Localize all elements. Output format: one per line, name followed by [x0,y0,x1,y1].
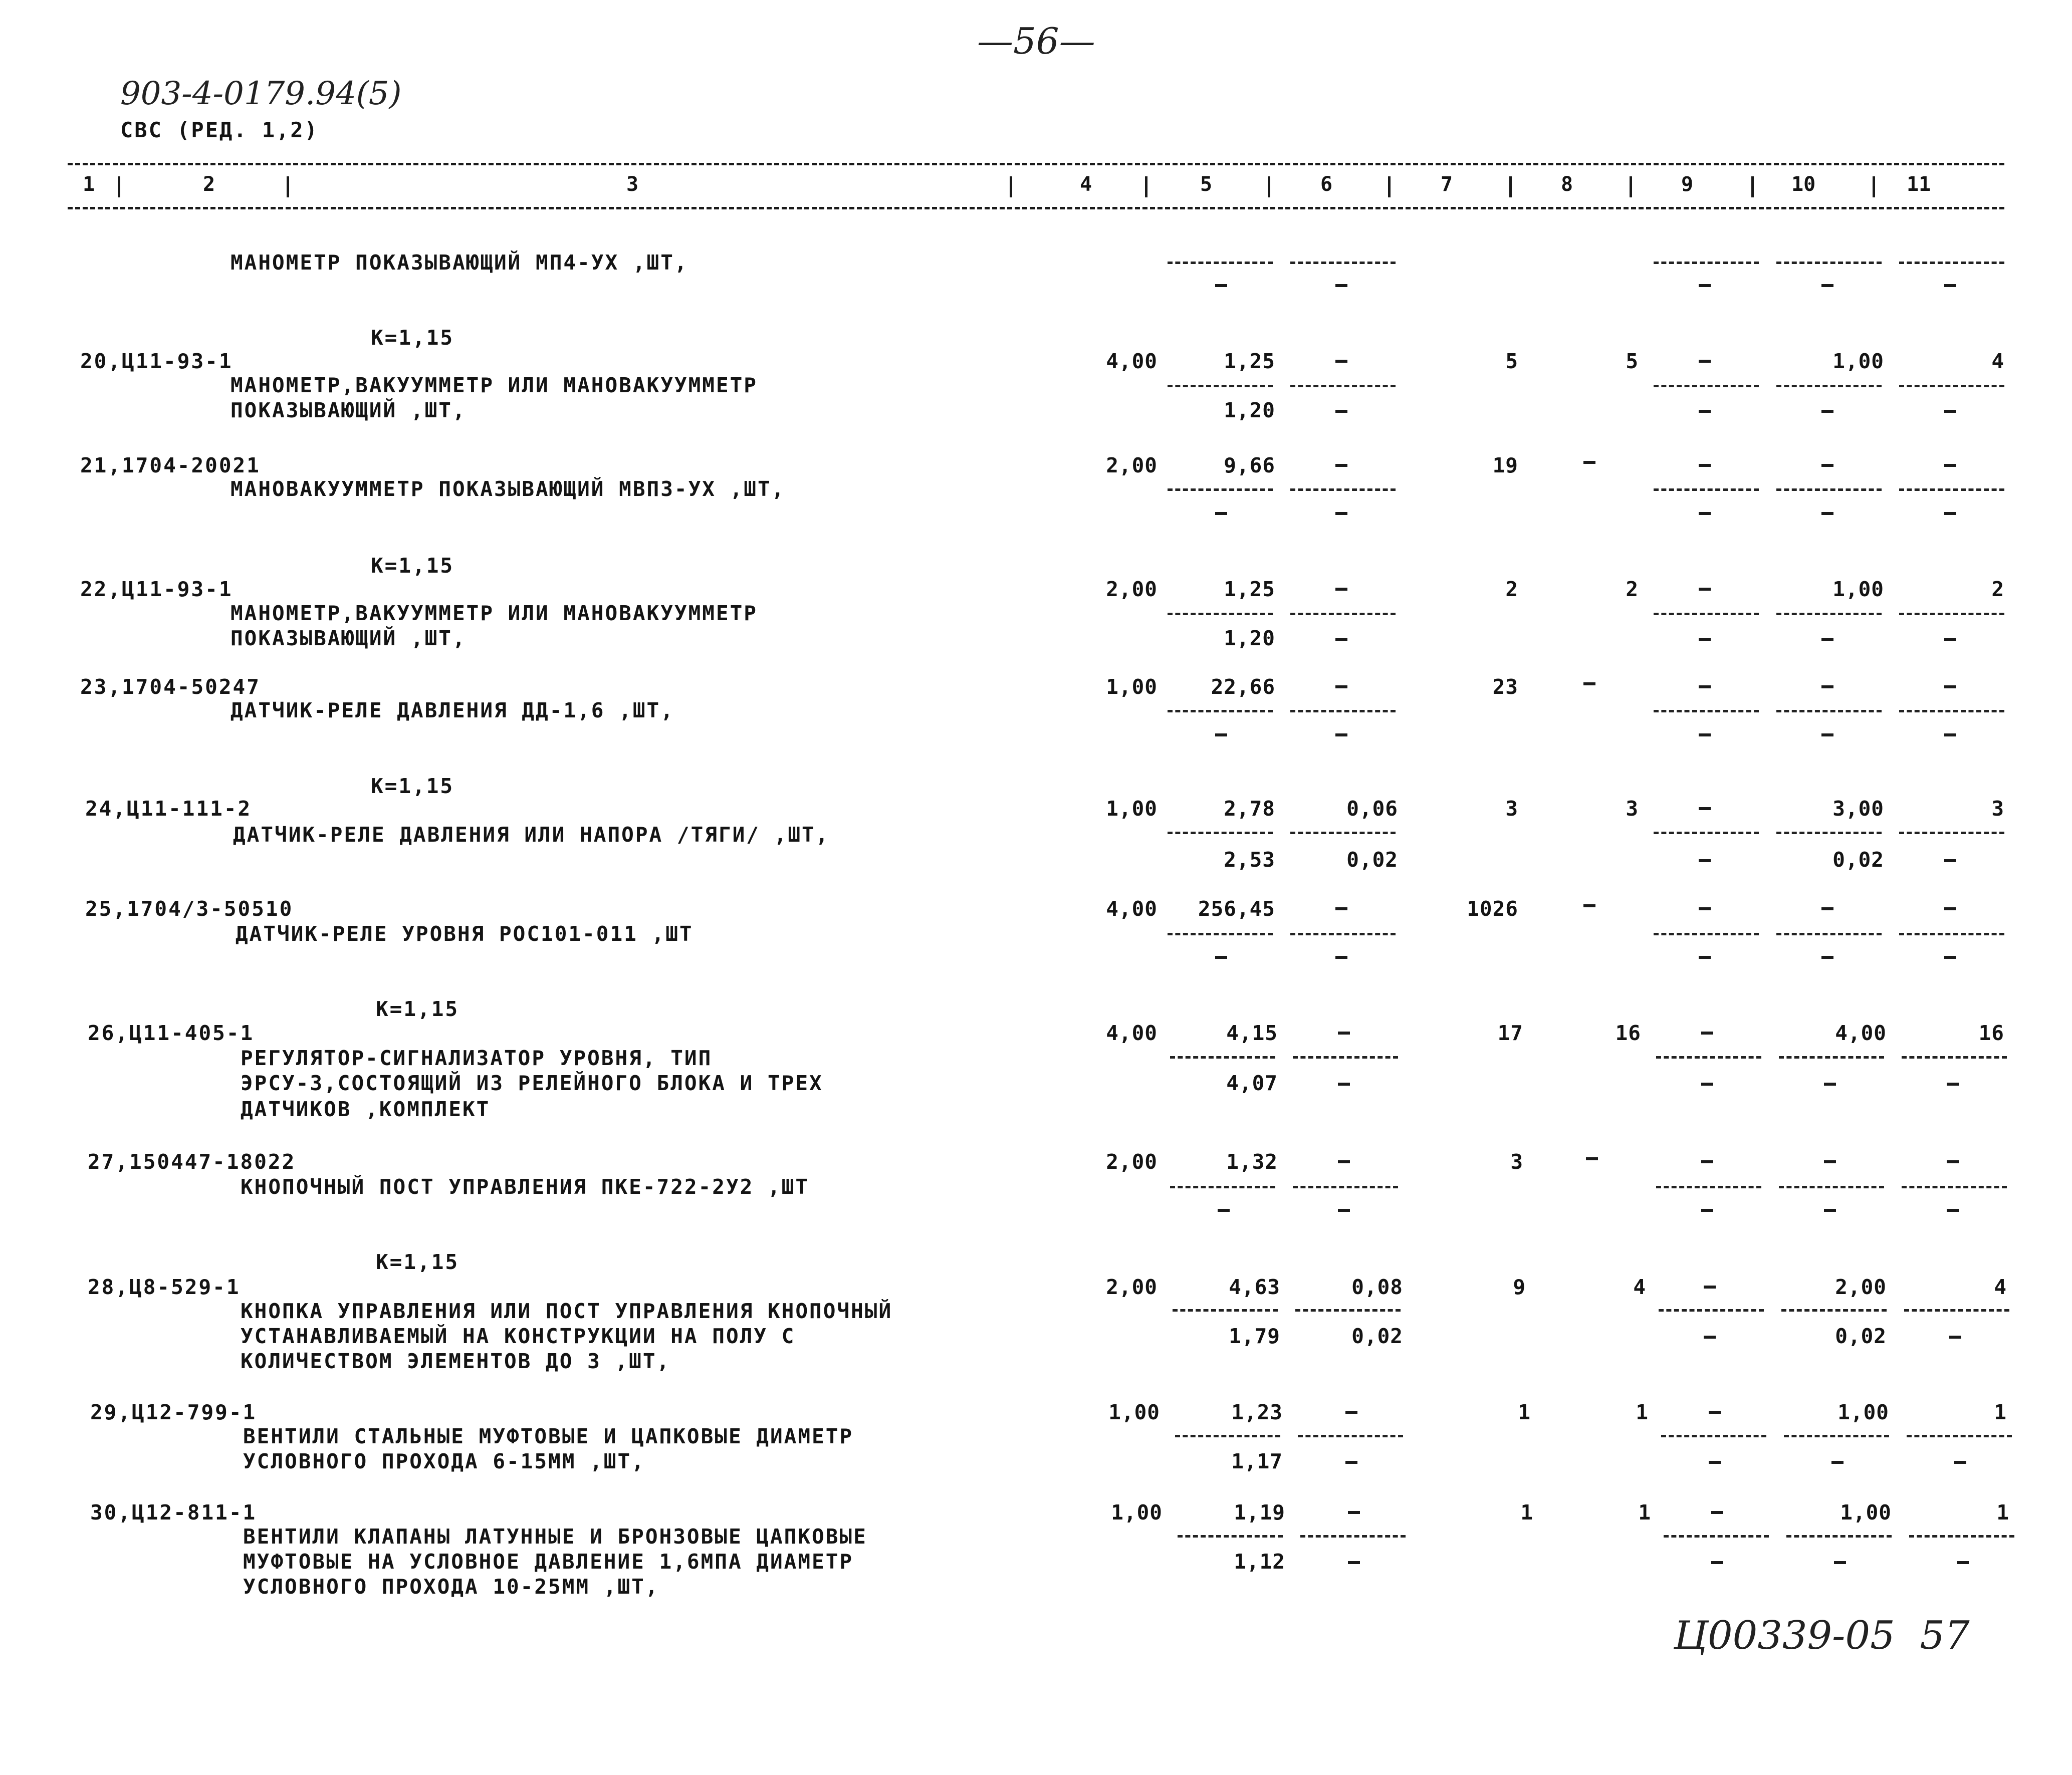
fraction-line [1168,488,1273,491]
dash-mark [1699,284,1711,287]
fraction-line [1776,933,1882,935]
header-separator [1388,176,1391,197]
fraction-line [1300,1535,1406,1538]
row-30-col7: 1 [1520,1500,1533,1525]
header-col-7: 7 [1441,173,1453,196]
fraction-line [1290,262,1396,264]
fraction-line [1168,613,1273,615]
row-30-name-3: УСЛОВНОГО ПРОХОДА 10-25ММ ,ШТ, [243,1575,659,1599]
fraction-line [1776,262,1882,264]
dash-mark [1821,464,1833,467]
row-28-col5-lower: 1,79 [1229,1324,1280,1348]
row-28-col10: 2,00 [1835,1275,1887,1299]
header-separator [1509,176,1512,197]
dash-mark [1834,1561,1846,1564]
header-col-3: 3 [626,173,639,196]
dash-mark [1944,464,1956,467]
dash-mark [1338,1209,1350,1212]
document-code: 903-4-0179.94(5) [120,75,402,112]
dash-mark [1218,1209,1230,1212]
row-29-col7: 1 [1518,1400,1531,1424]
row-25-name-1: ДАТЧИК-РЕЛЕ УРОВНЯ РОС101-011 ,ШТ [236,922,694,946]
dash-mark [1821,512,1833,515]
dash-mark [1821,410,1833,413]
dash-mark [1947,1209,1959,1212]
dash-mark [1335,733,1347,736]
row-29-code: 29,Ц12-799-1 [90,1400,257,1424]
dash-mark [1824,1083,1836,1086]
row-25-code: 25,1704/3-50510 [85,897,294,921]
row-27-col5: 1,32 [1226,1150,1278,1174]
dash-mark [1335,284,1347,287]
dash-mark [1338,1032,1350,1035]
row-27-col7: 3 [1510,1150,1523,1174]
row-24-col4: 1,00 [1106,797,1158,821]
header-col-10: 10 [1791,173,1816,196]
row-26-col8: 16 [1615,1021,1641,1045]
dash-mark [1335,956,1347,959]
row-21-name-1: МАНОВАКУУММЕТР ПОКАЗЫВАЮЩИЙ МВПЗ-УХ ,ШТ, [231,477,786,501]
dash-mark [1821,956,1833,959]
row-22-col10: 1,00 [1832,577,1884,601]
row-28-col6: 0,08 [1351,1275,1403,1299]
row-26-col5: 4,15 [1226,1021,1278,1045]
fraction-line [1170,1056,1275,1059]
dash-mark [1821,638,1833,641]
dash-mark [1335,464,1347,467]
header-separator [118,176,120,197]
fraction-line [1298,1435,1403,1437]
fraction-line [1170,1186,1275,1188]
header-col-9: 9 [1681,173,1694,196]
header-col-2: 2 [203,173,215,196]
row-22-col11: 2 [1991,577,2004,601]
row-29-col10: 1,00 [1837,1400,1889,1424]
dash-mark [1335,588,1347,591]
header-col-4: 4 [1080,173,1092,196]
dash-mark [1699,733,1711,736]
row-24-col10: 3,00 [1832,797,1884,821]
dash-mark [1711,1561,1723,1564]
fraction-line [1168,710,1273,712]
dash-mark [1947,1160,1959,1163]
row-29-col8: 1 [1636,1400,1649,1424]
row-24-col6-lower: 0,02 [1346,848,1398,872]
dash-mark [1699,464,1711,467]
row-22-name-2: ПОКАЗЫВАЮЩИЙ ,ШТ, [231,626,467,650]
fraction-line [1290,832,1396,834]
fraction-line [1659,1309,1764,1312]
row-21-col5: 9,66 [1224,453,1275,477]
row-27-name-1: КНОПОЧНЫЙ ПОСТ УПРАВЛЕНИЯ ПКЕ-722-2У2 ,ШТ [241,1175,810,1199]
fraction-line [1784,1435,1889,1437]
row-28-coef: К=1,15 [376,1250,459,1274]
dash-mark [1335,638,1347,641]
fraction-line [1776,385,1882,387]
fraction-line [1909,1535,2014,1538]
fraction-line [1899,262,2004,264]
row-25-col5: 256,45 [1198,897,1275,921]
dash-mark [1335,907,1347,910]
dash-mark [1335,360,1347,363]
header-col-11: 11 [1907,173,1931,196]
fraction-line [1779,1056,1884,1059]
row-28-code: 28,Ц8-529-1 [88,1275,241,1299]
row-22-col8: 2 [1626,577,1639,601]
fraction-line [1290,385,1396,387]
dash-mark [1583,461,1595,464]
row-29-col4: 1,00 [1108,1400,1160,1424]
fraction-line [1293,1056,1398,1059]
row-27-col4: 2,00 [1106,1150,1158,1174]
header-separator [1751,176,1754,197]
header-col-5: 5 [1200,173,1213,196]
dash-mark [1821,907,1833,910]
header-col-8: 8 [1561,173,1573,196]
dash-mark [1709,1461,1721,1464]
fraction-line [1899,488,2004,491]
fraction-line [1290,710,1396,712]
row-26-name-1: РЕГУЛЯТОР-СИГНАЛИЗАТОР УРОВНЯ, ТИП [241,1046,713,1070]
row-23-col5: 22,66 [1211,675,1275,699]
row-30-name-2: МУФТОВЫЕ НА УСЛОВНОЕ ДАВЛЕНИЕ 1,6МПА ДИАМЕТР [243,1550,854,1574]
row-28-col5: 4,63 [1229,1275,1280,1299]
fraction-line [1654,613,1759,615]
dash-mark [1821,685,1833,688]
row-26-name-2: ЭРСУ-3,СОСТОЯЩИЙ ИЗ РЕЛЕЙНОГО БЛОКА И ТРЕХ [241,1071,823,1095]
row-28-name-1: КНОПКА УПРАВЛЕНИЯ ИЛИ ПОСТ УПРАВЛЕНИЯ КНОПОЧНЫЙ [241,1299,893,1323]
row-20-col10: 1,00 [1832,349,1884,373]
fraction-line [1781,1309,1887,1312]
fraction-line [1175,1435,1280,1437]
fraction-line [1899,832,2004,834]
dash-mark [1583,682,1595,685]
row-19-name: МАНОМЕТР ПОКАЗЫВАЮЩИЙ МП4-УХ ,ШТ, [231,250,688,275]
row-29-col11: 1 [1994,1400,2007,1424]
row-30-code: 30,Ц12-811-1 [90,1500,257,1525]
row-26-col7: 17 [1497,1021,1523,1045]
row-27-code: 27,150447-18022 [88,1150,296,1174]
dash-mark [1701,1209,1713,1212]
row-30-col8: 1 [1638,1500,1651,1525]
row-30-col11: 1 [1996,1500,2009,1525]
dash-mark [1709,1411,1721,1414]
row-28-col4: 2,00 [1106,1275,1158,1299]
row-20-coef: К=1,15 [371,326,454,350]
dash-mark [1701,1160,1713,1163]
dash-mark [1949,1336,1961,1339]
row-28-col11: 4 [1994,1275,2007,1299]
row-26-name-3: ДАТЧИКОВ ,КОМПЛЕКТ [241,1097,491,1121]
fraction-line [1178,1535,1283,1538]
dash-mark [1348,1561,1360,1564]
dash-mark [1944,907,1956,910]
dash-mark [1345,1461,1357,1464]
row-20-name-1: МАНОМЕТР,ВАКУУММЕТР ИЛИ МАНОВАКУУММЕТР [231,373,758,397]
fraction-line [1776,710,1882,712]
dash-mark [1699,410,1711,413]
fraction-line [1290,933,1396,935]
row-20-col4: 4,00 [1106,349,1158,373]
row-24-col8: 3 [1626,797,1639,821]
fraction-line [1654,488,1759,491]
dash-mark [1215,733,1227,736]
fraction-line [1899,613,2004,615]
dash-mark [1215,512,1227,515]
dash-mark [1699,685,1711,688]
row-25-col4: 4,00 [1106,897,1158,921]
row-24-col11: 3 [1991,797,2004,821]
fraction-line [1654,385,1759,387]
fraction-line [1654,262,1759,264]
fraction-line [1168,262,1273,264]
row-26-coef: К=1,15 [376,997,459,1021]
dash-mark [1335,685,1347,688]
dash-mark [1345,1411,1357,1414]
dash-mark [1821,733,1833,736]
row-29-col5-lower: 1,17 [1231,1449,1283,1473]
header-separator [1873,176,1875,197]
row-30-col5-lower: 1,12 [1234,1550,1285,1574]
row-22-code: 22,Ц11-93-1 [80,577,233,601]
row-21-col4: 2,00 [1106,453,1158,477]
fraction-line [1907,1435,2012,1437]
page-number: —56— [977,20,1095,62]
fraction-line [1173,1309,1278,1312]
header-col-6: 6 [1320,173,1333,196]
dash-mark [1944,685,1956,688]
fraction-line [1656,1186,1761,1188]
dash-mark [1699,588,1711,591]
fraction-line [1899,385,2004,387]
row-24-col5-lower: 2,53 [1224,848,1275,872]
header-separator [1145,176,1147,197]
dash-mark [1215,284,1227,287]
row-26-col5-lower: 4,07 [1226,1071,1278,1095]
dash-mark [1824,1209,1836,1212]
fraction-line [1776,613,1882,615]
row-28-col10-lower: 0,02 [1835,1324,1887,1348]
dash-mark [1586,1157,1598,1160]
dash-mark [1944,956,1956,959]
dash-mark [1954,1461,1966,1464]
dash-mark [1699,956,1711,959]
document-subtitle: СВС (РЕД. 1,2) [120,118,319,142]
row-21-col7: 19 [1492,453,1518,477]
row-22-coef: К=1,15 [371,554,454,578]
dash-mark [1215,956,1227,959]
fraction-line [1290,613,1396,615]
fraction-line [1902,1056,2007,1059]
dash-mark [1944,859,1956,862]
dash-mark [1701,1032,1713,1035]
fraction-line [1656,1056,1761,1059]
header-bottom-rule [68,207,2004,209]
row-22-name-1: МАНОМЕТР,ВАКУУММЕТР ИЛИ МАНОВАКУУММЕТР [231,601,758,625]
dash-mark [1831,1461,1844,1464]
row-30-col10: 1,00 [1840,1500,1892,1525]
dash-mark [1944,638,1956,641]
row-22-col5: 1,25 [1224,577,1275,601]
dash-mark [1947,1083,1959,1086]
row-23-col7: 23 [1492,675,1518,699]
dash-mark [1699,907,1711,910]
row-24-col5: 2,78 [1224,797,1275,821]
dash-mark [1348,1511,1360,1514]
dash-mark [1335,512,1347,515]
fraction-line [1776,488,1882,491]
row-28-col7: 9 [1513,1275,1526,1299]
dash-mark [1944,284,1956,287]
row-24-name-1: ДАТЧИК-РЕЛЕ ДАВЛЕНИЯ ИЛИ НАПОРА /ТЯГИ/ ,ШТ, [233,823,830,847]
dash-mark [1944,733,1956,736]
row-29-name-2: УСЛОВНОГО ПРОХОДА 6-15ММ ,ШТ, [243,1449,645,1473]
row-28-name-3: КОЛИЧЕСТВОМ ЭЛЕМЕНТОВ ДО 3 ,ШТ, [241,1349,671,1373]
header-top-rule [68,163,2004,165]
row-21-code: 21,1704-20021 [80,453,261,477]
fraction-line [1902,1186,2007,1188]
dash-mark [1821,284,1833,287]
fraction-line [1776,832,1882,834]
fraction-line [1654,832,1759,834]
fraction-line [1899,933,2004,935]
dash-mark [1704,1336,1716,1339]
header-separator [1010,176,1012,197]
dash-mark [1944,512,1956,515]
header-separator [1630,176,1632,197]
row-29-name-1: ВЕНТИЛИ СТАЛЬНЫЕ МУФТОВЫЕ И ЦАПКОВЫЕ ДИАМЕТР [243,1424,854,1448]
row-23-col4: 1,00 [1106,675,1158,699]
dash-mark [1704,1286,1716,1289]
row-20-name-2: ПОКАЗЫВАЮЩИЙ ,ШТ, [231,398,467,422]
fraction-line [1168,385,1273,387]
fraction-line [1295,1309,1401,1312]
dash-mark [1583,904,1595,907]
dash-mark [1957,1561,1969,1564]
row-30-name-1: ВЕНТИЛИ КЛАПАНЫ ЛАТУННЫЕ И БРОНЗОВЫЕ ЦАПКОВЫЕ [243,1525,867,1549]
row-28-name-2: УСТАНАВЛИВАЕМЫЙ НА КОНСТРУКЦИИ НА ПОЛУ С [241,1324,796,1348]
dash-mark [1338,1160,1350,1163]
dash-mark [1699,807,1711,810]
dash-mark [1824,1160,1836,1163]
fraction-line [1654,933,1759,935]
dash-mark [1711,1511,1723,1514]
dash-mark [1338,1083,1350,1086]
row-26-col10: 4,00 [1835,1021,1887,1045]
dash-mark [1699,360,1711,363]
row-20-col5-lower: 1,20 [1224,398,1275,422]
row-30-col4: 1,00 [1111,1500,1163,1525]
dash-mark [1701,1083,1713,1086]
fraction-line [1290,488,1396,491]
fraction-line [1293,1186,1398,1188]
row-24-col10-lower: 0,02 [1832,848,1884,872]
fraction-line [1779,1186,1884,1188]
row-22-col7: 2 [1505,577,1518,601]
fraction-line [1654,710,1759,712]
row-26-code: 26,Ц11-405-1 [88,1021,255,1045]
dash-mark [1699,859,1711,862]
fraction-line [1664,1535,1769,1538]
row-24-code: 24,Ц11-111-2 [85,797,252,821]
fraction-line [1786,1535,1892,1538]
row-24-coef: К=1,15 [371,774,454,798]
row-23-code: 23,1704-50247 [80,675,261,699]
row-25-col7: 1026 [1467,897,1518,921]
row-20-col5: 1,25 [1224,349,1275,373]
dash-mark [1335,410,1347,413]
row-30-col5: 1,19 [1234,1500,1285,1525]
row-24-col6: 0,06 [1346,797,1398,821]
row-20-col8: 5 [1626,349,1639,373]
handwritten-archive-number: Ц00339-05 57 [1674,1613,1970,1658]
row-28-col8: 4 [1633,1275,1646,1299]
header-col-1: 1 [83,173,95,196]
dash-mark [1699,638,1711,641]
dash-mark [1699,512,1711,515]
fraction-line [1661,1435,1766,1437]
row-20-code: 20,Ц11-93-1 [80,349,233,373]
fraction-line [1899,710,2004,712]
fraction-line [1168,933,1273,935]
row-22-col5-lower: 1,20 [1224,626,1275,650]
dash-mark [1944,410,1956,413]
row-20-col7: 5 [1505,349,1518,373]
fraction-line [1904,1309,2009,1312]
header-separator [287,176,289,197]
row-28-col6-lower: 0,02 [1351,1324,1403,1348]
header-separator [1268,176,1270,197]
row-23-name-1: ДАТЧИК-РЕЛЕ ДАВЛЕНИЯ ДД-1,6 ,ШТ, [231,698,674,722]
row-26-col11: 16 [1978,1021,2004,1045]
row-29-col5: 1,23 [1231,1400,1283,1424]
row-26-col4: 4,00 [1106,1021,1158,1045]
row-24-col7: 3 [1505,797,1518,821]
row-22-col4: 2,00 [1106,577,1158,601]
row-20-col11: 4 [1991,349,2004,373]
fraction-line [1168,832,1273,834]
